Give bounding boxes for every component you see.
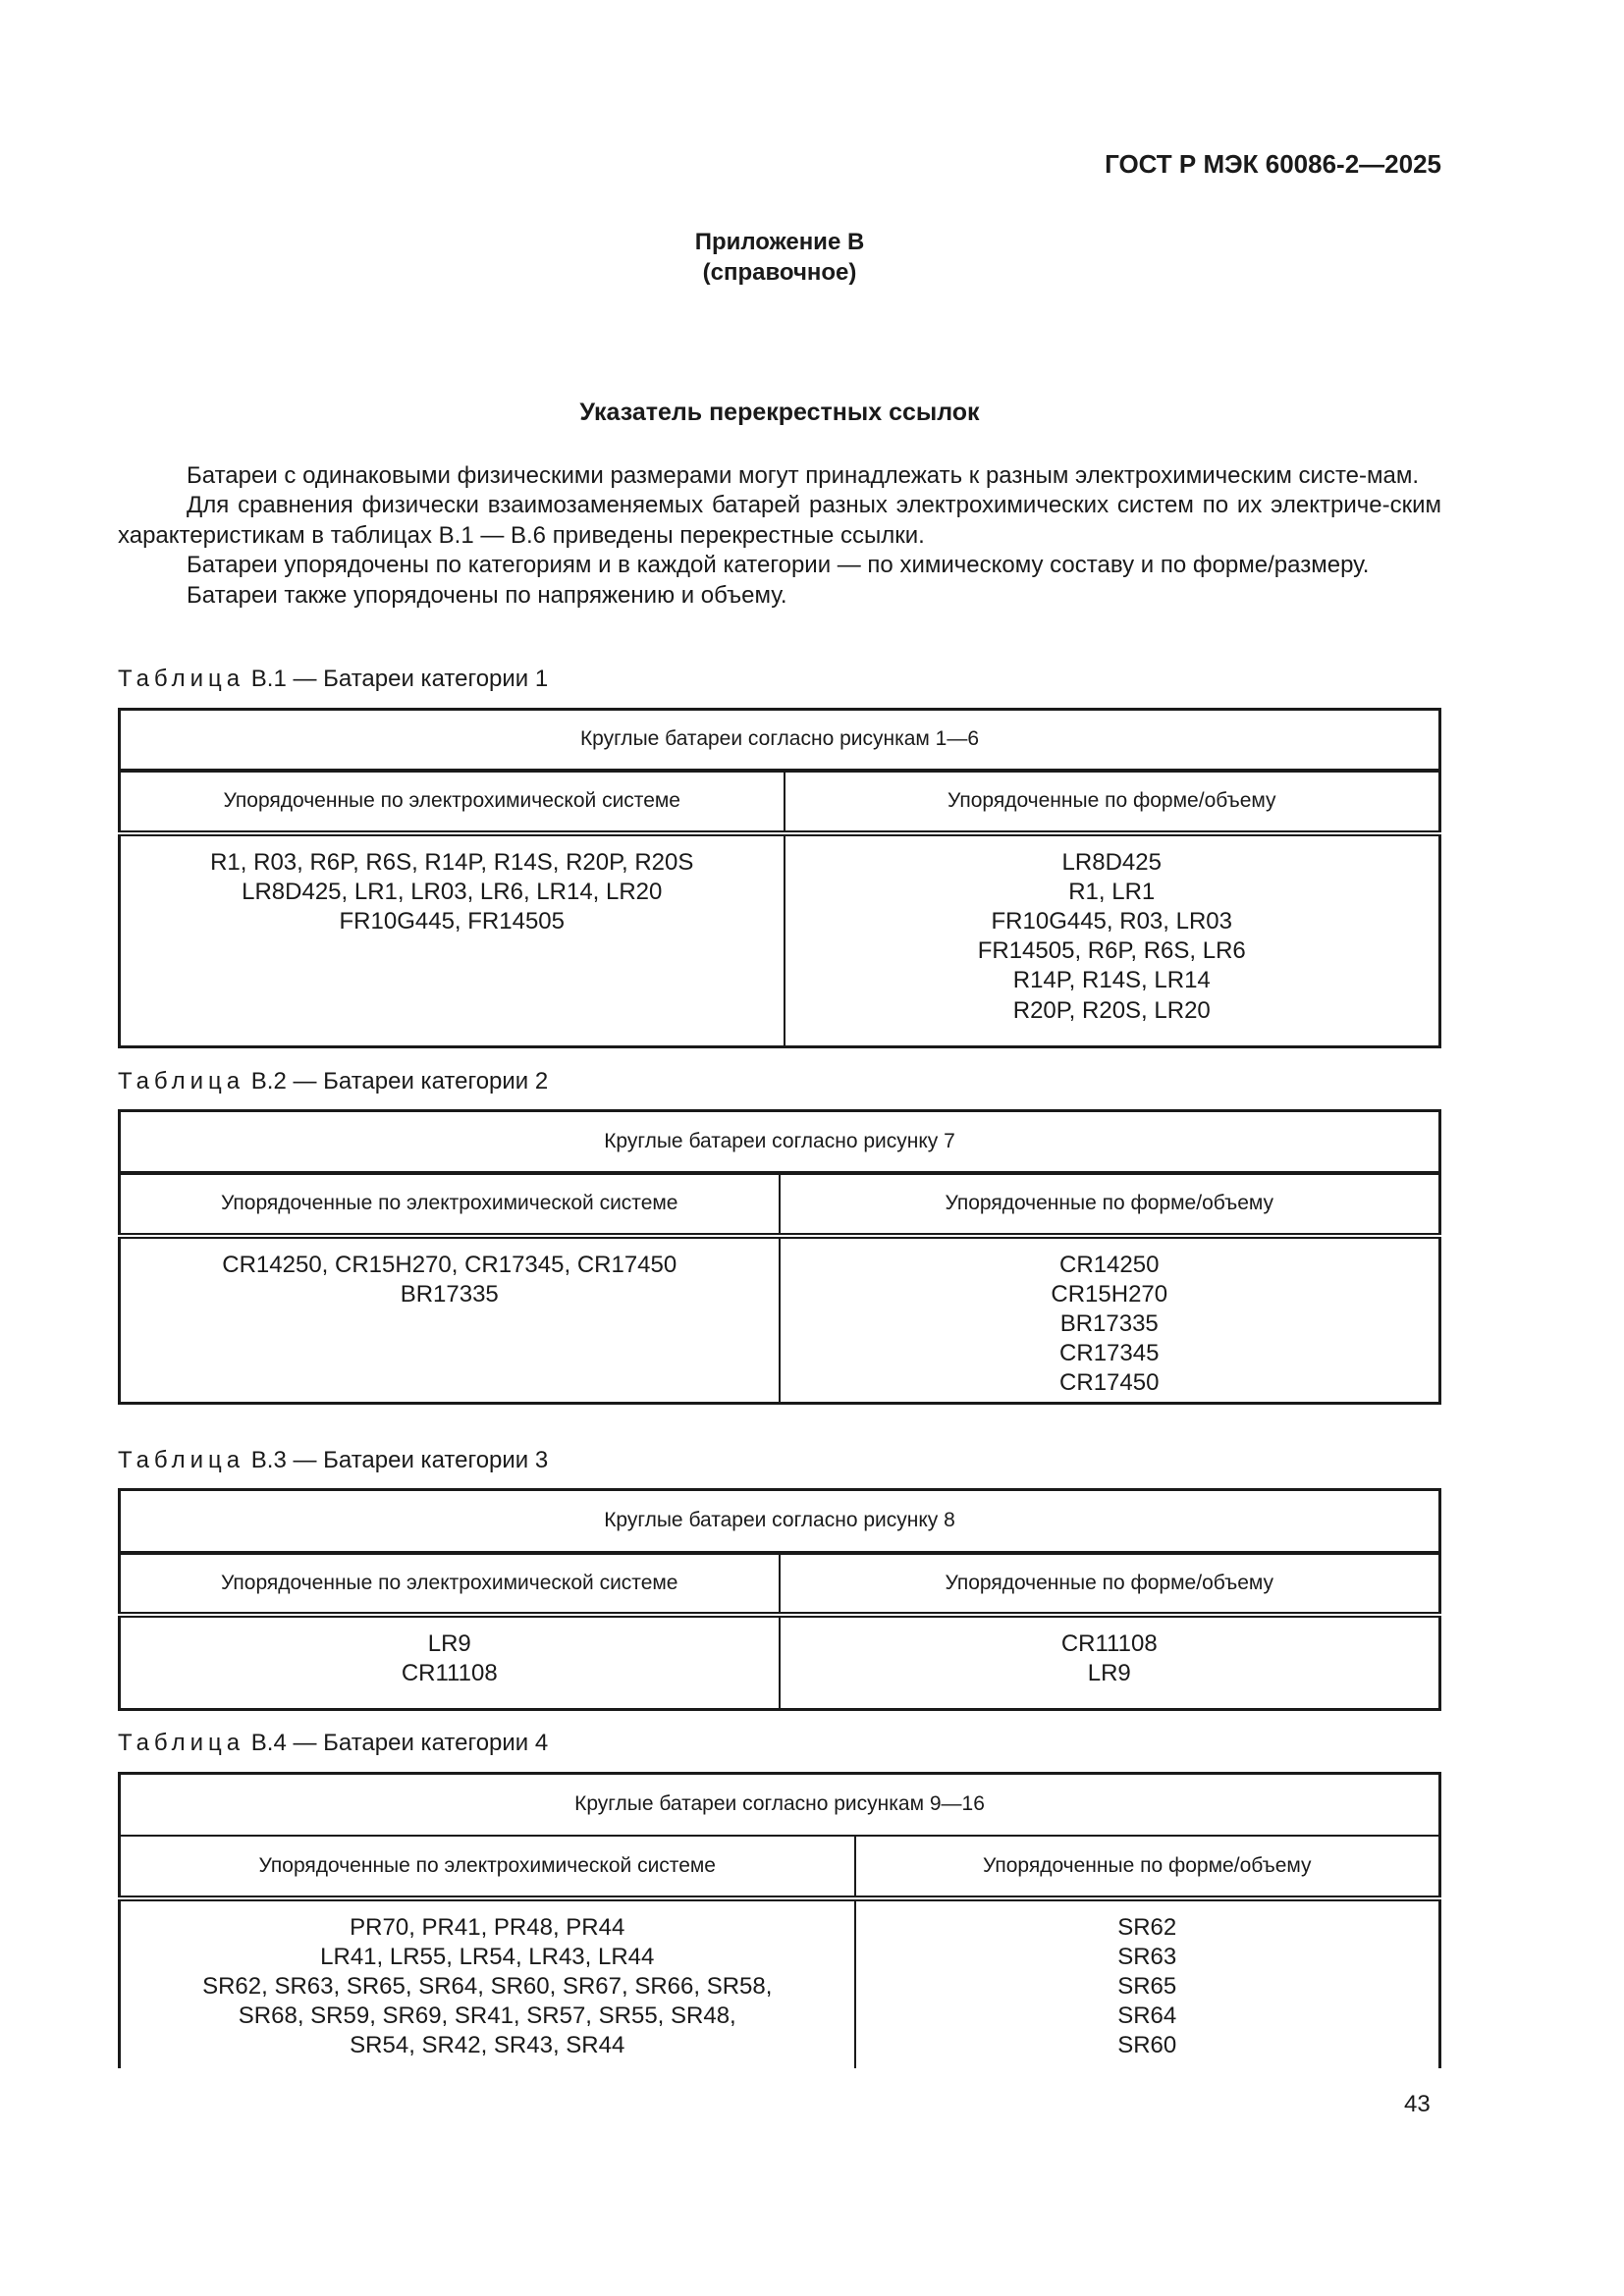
cell-by-shape <box>785 833 1440 1047</box>
table-word: Таблица <box>118 666 245 692</box>
table-label: В.2 — Батареи категории 2 <box>250 1068 549 1095</box>
table-title: Круглые батареи согласно рисункам 9—16 <box>120 1774 1440 1836</box>
battery-list-line: R1, R03, R6P, R6S, R14P, R14S, R20P, R20S <box>210 848 694 876</box>
battery-list-line: PR70, PR41, PR48, PR44 <box>350 1913 625 1941</box>
table-word: Таблица <box>118 1730 245 1756</box>
battery-list-line: FR10G445, R03, LR03 <box>991 907 1232 934</box>
battery-list-line: BR17335 <box>400 1280 499 1308</box>
battery-list-line: LR41, LR55, LR54, LR43, LR44 <box>320 1943 655 1970</box>
column-header-electrochemical: Упорядоченные по электрохимической системе <box>120 771 785 833</box>
battery-list-line: FR10G445, FR14505 <box>339 907 565 934</box>
column-header-shape: Упорядоченные по форме/объему <box>780 1553 1440 1615</box>
document-id: ГОСТ Р МЭК 60086-2—2025 <box>1105 149 1441 179</box>
page-number: 43 <box>1404 2091 1431 2117</box>
cell-by-system <box>120 833 785 1047</box>
battery-list-line: LR8D425, LR1, LR03, LR6, LR14, LR20 <box>242 878 663 905</box>
battery-list-line: SR54, SR42, SR43, SR44 <box>350 2032 625 2059</box>
table-label: В.4 — Батареи категории 4 <box>250 1730 549 1756</box>
paragraph: Батареи упорядочены по категориям и в каждой категории — по химическому составу и по форме/размеру. <box>187 552 1370 579</box>
battery-list-line: SR65 <box>1117 1972 1177 2000</box>
table-caption <box>118 1068 548 1095</box>
cell-by-shape <box>780 1615 1440 1710</box>
battery-list-line: CR11108 <box>401 1659 498 1686</box>
annex-subtitle: (справочное) <box>702 259 857 286</box>
table-word: Таблица <box>118 1447 245 1473</box>
battery-list-line: SR68, SR59, SR69, SR41, SR57, SR55, SR48, <box>238 2002 736 2030</box>
battery-list-line: R20P, R20S, LR20 <box>1012 996 1211 1024</box>
battery-list-line: FR14505, R6P, R6S, LR6 <box>977 937 1246 965</box>
paragraph: Батареи с одинаковыми физическими размерами могут принадлежать к разным электрохимическим систе-мам. <box>187 462 1420 489</box>
battery-list-line: SR62, SR63, SR65, SR64, SR60, SR67, SR66, SR58, <box>202 1972 773 2000</box>
battery-list-line: SR63 <box>1117 1943 1177 1970</box>
battery-list-line: SR60 <box>1117 2032 1177 2059</box>
battery-list-line: R14P, R14S, LR14 <box>1012 967 1211 994</box>
battery-list-line: CR17345 <box>1059 1340 1160 1367</box>
column-header-shape: Упорядоченные по форме/объему <box>855 1836 1440 1898</box>
cell-by-system <box>120 1236 780 1404</box>
cell-by-system <box>120 1615 780 1710</box>
battery-list-line: CR14250, CR15H270, CR17345, CR17450 <box>222 1251 677 1278</box>
annex-title: Приложение В <box>694 229 865 255</box>
battery-list-line: LR9 <box>1087 1659 1131 1686</box>
battery-table <box>118 1772 1441 2068</box>
battery-list-line: LR9 <box>427 1629 471 1657</box>
table-title: Круглые батареи согласно рисунку 8 <box>120 1490 1440 1553</box>
cell-by-shape <box>780 1236 1440 1404</box>
table-label: В.1 — Батареи категории 1 <box>250 666 549 692</box>
battery-table <box>118 708 1441 1048</box>
table-title: Круглые батареи согласно рисункам 1—6 <box>120 710 1440 771</box>
table-title: Круглые батареи согласно рисунку 7 <box>120 1111 1440 1173</box>
battery-list-line: CR15H270 <box>1051 1280 1168 1308</box>
table-word: Таблица <box>118 1068 245 1095</box>
table-caption <box>118 1730 548 1757</box>
table-caption <box>118 666 548 693</box>
column-header-shape: Упорядоченные по форме/объему <box>780 1173 1440 1236</box>
battery-list-line: SR62 <box>1117 1913 1177 1941</box>
column-header-electrochemical: Упорядоченные по электрохимической системе <box>120 1173 780 1236</box>
battery-list-line: LR8D425 <box>1061 848 1162 876</box>
battery-list-line: CR14250 <box>1059 1251 1160 1278</box>
column-header-shape: Упорядоченные по форме/объему <box>785 771 1440 833</box>
battery-table <box>118 1488 1441 1711</box>
paragraph: Батареи также упорядочены по напряжению и объему. <box>187 581 787 609</box>
intro-text <box>118 461 1441 611</box>
table-label: В.3 — Батареи категории 3 <box>250 1447 549 1473</box>
cell-by-shape <box>855 1898 1440 2068</box>
battery-list-line: CR11108 <box>1060 1629 1158 1657</box>
column-header-electrochemical: Упорядоченные по электрохимической системе <box>120 1553 780 1615</box>
battery-list-line: BR17335 <box>1059 1309 1159 1337</box>
paragraph: Для сравнения физически взаимозаменяемых батарей разных электрохимических систем по их электриче-ским характеристикам в таблицах В.1 — В.6 приведены перекрестные ссылки. <box>118 492 1441 549</box>
battery-table <box>118 1109 1441 1405</box>
battery-list-line: CR17450 <box>1059 1369 1160 1397</box>
section-title: Указатель перекрестных ссылок <box>579 399 980 426</box>
battery-list-line: SR64 <box>1117 2002 1177 2030</box>
cell-by-system <box>120 1898 855 2068</box>
table-caption <box>118 1447 548 1474</box>
battery-list-line: R1, LR1 <box>1068 878 1156 905</box>
column-header-electrochemical: Упорядоченные по электрохимической системе <box>120 1836 855 1898</box>
